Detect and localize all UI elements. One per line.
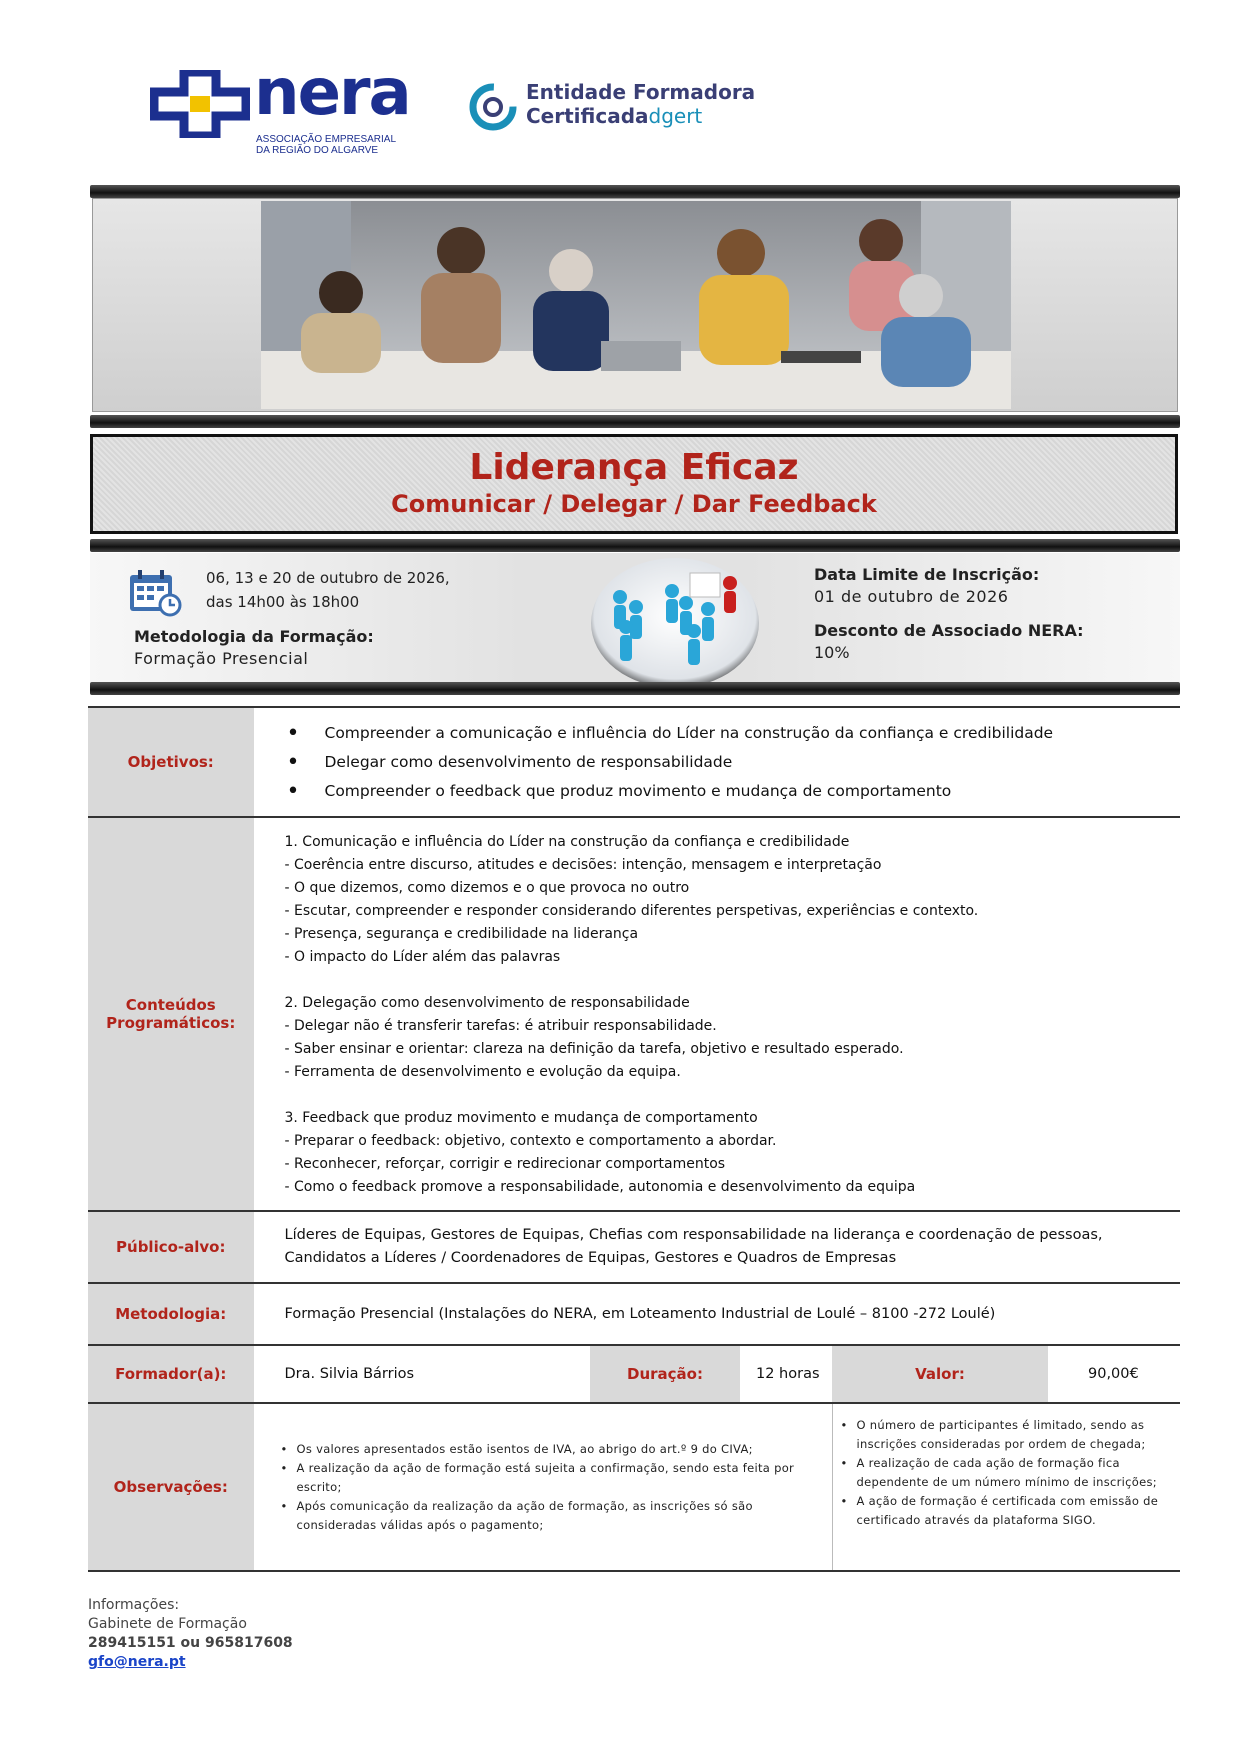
observacao-item: • A ação de formação é certificada com emissão de certificado através da plataforma SIGO.	[841, 1492, 1171, 1530]
deadline-label: Data Limite de Inscrição:	[814, 565, 1040, 584]
course-title-box	[90, 434, 1178, 534]
nera-tagline	[256, 134, 396, 156]
objetivos-list	[255, 709, 1181, 816]
header-logos	[150, 56, 1130, 162]
module-3	[285, 1107, 1181, 1199]
nera-logo	[150, 56, 430, 160]
observacoes-right-list	[833, 1404, 1181, 1540]
course-dates: 06, 13 e 20 de outubro de 2026,	[206, 569, 450, 587]
row-observacoes	[88, 1403, 1180, 1571]
duracao-value: 12 horas	[756, 1365, 820, 1382]
observacao-item: • Os valores apresentados estão isentos de IVA, ao abrigo do art.º 9 do CIVA;	[281, 1440, 822, 1459]
deadline-value: 01 de outubro de 2026	[814, 587, 1009, 606]
dgert-brand: dgert	[648, 104, 703, 128]
module-line: 1. Comunicação e influência do Líder na construção da confiança e credibilidade	[284, 834, 850, 850]
dgert-icon	[468, 82, 518, 132]
course-title: Liderança Eficaz	[469, 447, 799, 488]
module-line: - Delegar não é transferir tarefas: é atribuir responsabilidade.	[284, 1018, 717, 1034]
dgert-certificada: Certificada	[526, 104, 649, 128]
dgert-logo	[468, 80, 808, 140]
conteudos-content	[254, 817, 1180, 1211]
course-hours: das 14h00 às 18h00	[206, 593, 360, 611]
banner-bottom-bar	[90, 415, 1180, 428]
module-line: - Escutar, compreender e responder considerando diferentes perspetivas, experiências e contexto.	[284, 903, 979, 919]
objetivo-item: • Compreender a comunicação e influência do Líder na construção da confiança e credibilidade	[287, 719, 1181, 748]
observacoes-left-list	[255, 1430, 832, 1545]
nera-tagline-line1: ASSOCIAÇÃO EMPRESARIAL	[256, 134, 397, 145]
formador-value: Dra. Silvia Bárrios	[284, 1365, 415, 1382]
nera-tagline-line2: DA REGIÃO DO ALGARVE	[256, 145, 379, 156]
nera-wordmark: nera	[254, 56, 410, 130]
observacao-item: • O número de participantes é limitado, sendo as inscrições consideradas por ordem de chegada;	[841, 1416, 1171, 1454]
module-line: - Ferramenta de desenvolvimento e evolução da equipa.	[284, 1064, 681, 1080]
module-line: - Coerência entre discurso, atitudes e decisões: intenção, mensagem e interpretação	[284, 857, 882, 873]
title-bottom-bar	[90, 539, 1180, 552]
formador-label: Formador(a):	[88, 1345, 254, 1403]
module-2	[285, 992, 1181, 1084]
dgert-line1: Entidade Formadora	[526, 80, 756, 104]
valor-value: 90,00€	[1088, 1365, 1139, 1382]
objetivos-content	[254, 707, 1180, 817]
module-line: - Como o feedback promove a responsabilidade, autonomia e desenvolvimento da equipa	[284, 1179, 916, 1195]
module-1	[285, 831, 1181, 969]
banner-frame	[92, 198, 1178, 412]
course-subtitle: Comunicar / Delegar / Dar Feedback	[391, 490, 877, 518]
metodologia-label: Metodologia:	[88, 1283, 254, 1345]
module-line: - O impacto do Líder além das palavras	[284, 949, 561, 965]
banner-top-bar	[90, 185, 1180, 198]
conteudos-label	[88, 817, 254, 1211]
publico-line: Candidatos a Líderes / Coordenadores de Equipas, Gestores e Quadros de Empresas	[284, 1250, 897, 1266]
publico-label: Público-alvo:	[88, 1211, 254, 1283]
conteudos-label-line1: Conteúdos	[125, 996, 216, 1014]
module-line: 2. Delegação como desenvolvimento de responsabilidade	[284, 995, 690, 1011]
discount-value: 10%	[814, 643, 850, 662]
observacoes-left	[254, 1403, 832, 1571]
footer-info-label: Informações:	[88, 1597, 180, 1613]
module-line: - Reconhecer, reforçar, corrigir e redirecionar comportamentos	[284, 1156, 726, 1172]
objetivo-item: • Compreender o feedback que produz movimento e mudança de comportamento	[287, 777, 1181, 806]
valor-label: Valor:	[832, 1345, 1048, 1403]
module-line: - Saber ensinar e orientar: clareza na definição da tarefa, objetivo e resultado esperado.	[284, 1041, 904, 1057]
dgert-line2	[526, 104, 702, 128]
conteudos-label-line2: Programáticos:	[106, 1014, 236, 1032]
footer-phones: 289415151 ou 965817608	[88, 1635, 293, 1651]
objetivo-item: • Delegar como desenvolvimento de responsabilidade	[287, 748, 1181, 777]
row-formador	[88, 1345, 1180, 1403]
observacao-item: • Após comunicação da realização da ação de formação, as inscrições só são consideradas válidas após o pagamento;	[281, 1497, 822, 1535]
footer-department: Gabinete de Formação	[88, 1616, 247, 1632]
module-line: - Preparar o feedback: objetivo, contexto e comportamento a abordar.	[284, 1133, 777, 1149]
discount-label: Desconto de Associado NERA:	[814, 621, 1084, 640]
module-line: - Presença, segurança e credibilidade na liderança	[284, 926, 639, 942]
info-bottom-bar	[90, 682, 1180, 695]
course-info-band	[90, 553, 1180, 691]
module-line: 3. Feedback que produz movimento e mudança de comportamento	[284, 1110, 758, 1126]
method-value: Formação Presencial	[134, 649, 309, 668]
row-conteudos	[88, 817, 1180, 1211]
contact-footer	[88, 1596, 293, 1672]
team-meeting-photo	[261, 201, 1011, 409]
row-metodologia	[88, 1283, 1180, 1345]
observacao-item: • A realização de cada ação de formação fica dependente de um número mínimo de inscrições;	[841, 1454, 1171, 1492]
nera-cross-icon	[150, 70, 250, 138]
observacoes-label: Observações:	[88, 1403, 254, 1571]
method-label: Metodologia da Formação:	[134, 627, 374, 646]
module-line: - O que dizemos, como dizemos e o que provoca no outro	[284, 880, 690, 896]
publico-content	[254, 1211, 1180, 1283]
calendar-icon	[128, 569, 182, 617]
objetivos-label: Objetivos:	[88, 707, 254, 817]
metodologia-value: Formação Presencial (Instalações do NERA, em Loteamento Industrial de Loulé – 8100 -272 Loulé)	[284, 1305, 996, 1322]
observacoes-right	[832, 1403, 1180, 1571]
team-leader-illustration	[590, 557, 760, 689]
duracao-label: Duração:	[590, 1345, 740, 1403]
footer-email-link[interactable]: gfo@nera.pt	[88, 1654, 186, 1670]
row-objetivos	[88, 707, 1180, 817]
row-publico	[88, 1211, 1180, 1283]
course-details-table	[88, 706, 1180, 1572]
publico-line: Líderes de Equipas, Gestores de Equipas, Chefias com responsabilidade na liderança e coordenação de pessoas,	[284, 1227, 1103, 1243]
observacao-item: • A realização da ação de formação está sujeita a confirmação, sendo esta feita por escrito;	[281, 1459, 822, 1497]
